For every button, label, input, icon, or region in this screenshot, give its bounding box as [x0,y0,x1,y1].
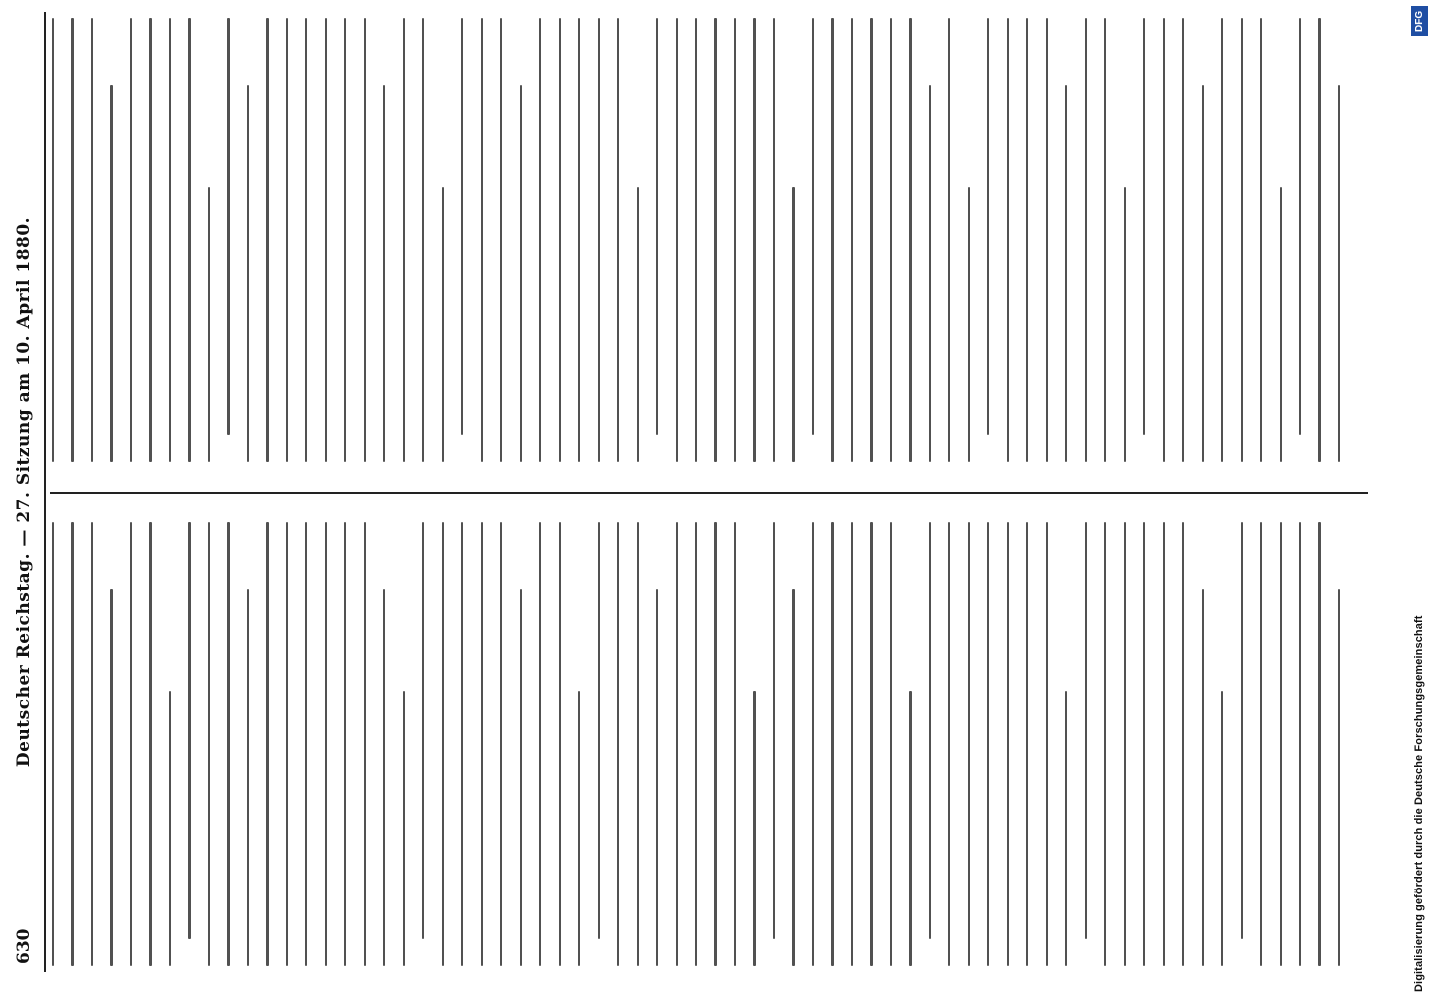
text-line [227,522,229,966]
text-line [188,522,190,939]
text-line [208,187,210,462]
text-line [656,589,658,966]
text-line [481,18,483,462]
text-line [149,18,151,462]
text-line [305,522,307,966]
text-line [1221,18,1223,462]
text-line [1299,18,1301,435]
text-line [442,522,444,966]
text-line [1065,85,1067,462]
text-line [305,18,307,462]
text-line [247,589,249,966]
text-line [695,18,697,462]
text-line [325,522,327,966]
text-line [1202,589,1204,966]
text-line [1299,522,1301,966]
text-line [1065,691,1067,966]
text-line [130,522,132,966]
text-line [676,18,678,462]
text-line [812,522,814,966]
text-column-left [52,522,1362,966]
text-line [734,18,736,462]
text-line [792,187,794,462]
text-line [792,589,794,966]
page-number: 630 [14,928,34,964]
text-line [1338,589,1340,966]
text-line [870,522,872,966]
text-line [929,522,931,939]
text-line [1104,18,1106,462]
text-line [325,18,327,462]
text-line [1163,18,1165,462]
text-line [500,522,502,966]
text-line [383,85,385,462]
text-line [909,18,911,462]
text-line [1338,85,1340,462]
text-line [559,522,561,966]
text-line [1280,187,1282,462]
text-line [773,522,775,939]
text-line [598,18,600,462]
text-line [1182,18,1184,462]
text-line [1124,522,1126,966]
text-line [169,691,171,966]
text-line [1241,522,1243,939]
running-header: Deutscher Reichstag. — 27. Sitzung am 10. April 1880. [14,216,34,768]
text-line [208,522,210,966]
text-line [637,522,639,966]
text-line [578,691,580,966]
text-line [422,522,424,939]
header-rule [44,12,46,972]
text-line [52,522,54,966]
text-line [870,18,872,462]
text-line [169,18,171,462]
text-line [247,85,249,462]
text-line [1143,522,1145,966]
text-line [1007,522,1009,966]
dfg-logo: DFG [1411,6,1428,36]
text-line [188,18,190,462]
text-line [1085,18,1087,462]
text-line [851,522,853,966]
text-line [676,522,678,966]
text-line [695,522,697,966]
page-header [8,12,42,972]
text-line [1202,85,1204,462]
text-line [344,18,346,462]
text-line [461,18,463,435]
text-line [773,18,775,462]
text-line [890,522,892,966]
text-line [1026,18,1028,462]
text-line [1260,18,1262,462]
text-line [1182,522,1184,966]
column-divider [50,492,1368,494]
text-line [734,522,736,966]
text-line [442,187,444,462]
text-line [1046,18,1048,462]
text-line [91,18,93,462]
text-line [71,18,73,462]
text-line [500,18,502,462]
text-line [286,18,288,462]
text-line [383,589,385,966]
text-line [149,522,151,966]
text-line [422,18,424,462]
text-line [403,18,405,462]
text-line [929,85,931,462]
text-line [1241,18,1243,462]
text-line [598,522,600,939]
text-line [1163,522,1165,966]
text-line [539,522,541,966]
digitization-credit: Digitalisierung gefördert durch die Deutsche Forschungsgemeinschaft [1413,615,1425,992]
text-line [91,522,93,966]
text-line [520,589,522,966]
text-line [851,18,853,462]
text-line [831,522,833,966]
text-line [714,522,716,966]
text-line [520,85,522,462]
text-line [1280,522,1282,966]
text-line [753,18,755,462]
text-line [1221,691,1223,966]
text-line [578,18,580,462]
text-line [831,18,833,462]
text-line [1007,18,1009,462]
text-line [948,522,950,966]
text-line [753,691,755,966]
text-line [617,18,619,462]
text-line [656,18,658,435]
text-line [1085,522,1087,939]
text-line [364,522,366,966]
text-line [890,18,892,462]
text-line [1318,18,1320,462]
text-line [559,18,561,462]
text-line [1260,522,1262,966]
text-line [968,187,970,462]
text-line [617,522,619,966]
text-line [344,522,346,966]
text-line [714,18,716,462]
text-line [286,522,288,966]
text-line [1318,522,1320,966]
text-line [948,18,950,462]
text-line [1026,522,1028,966]
text-line [1124,187,1126,462]
text-line [266,522,268,966]
text-line [481,522,483,966]
text-line [1143,18,1145,435]
text-line [52,18,54,462]
text-column-right [52,18,1362,462]
text-line [637,187,639,462]
text-line [909,691,911,966]
text-line [461,522,463,966]
text-line [987,522,989,966]
text-line [1104,522,1106,966]
text-line [110,589,112,966]
text-line [403,691,405,966]
text-line [110,85,112,462]
text-line [364,18,366,462]
text-line [539,18,541,462]
text-line [812,18,814,435]
text-line [266,18,268,462]
text-line [71,522,73,966]
text-line [130,18,132,462]
rotated-newspaper-page [8,12,1378,972]
text-line [968,522,970,966]
text-line [227,18,229,435]
text-line [987,18,989,435]
text-line [1046,522,1048,966]
